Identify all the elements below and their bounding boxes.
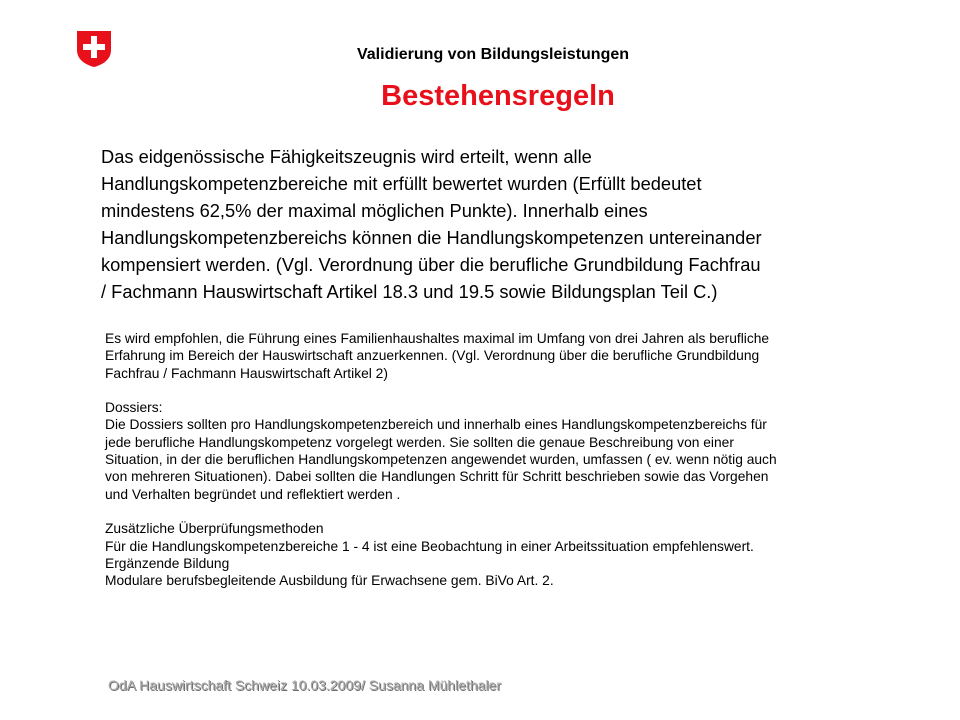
methods-heading: Zusätzliche Überprüfungsmethoden	[105, 521, 324, 537]
footer-text: OdA Hauswirtschaft Schweiz 10.03.2009/ Susanna Mühlethaler	[108, 677, 502, 693]
main-paragraph-line: Das eidgenössische Fähigkeitszeugnis wird erteilt, wenn alle	[101, 146, 592, 167]
dossiers-line: Situation, in der die beruflichen Handlungskompetenzen angewendet wurden, umfassen ( ev. wenn nötig auch	[105, 452, 777, 468]
dossiers-line: von mehreren Situationen). Dabei sollten die Handlungen Schritt für Schritt beschrieben sowie das Vorgehen	[105, 469, 769, 485]
main-paragraph-line: / Fachmann Hauswirtschaft Artikel 18.3 und 19.5 sowie Bildungsplan Teil C.)	[101, 281, 718, 302]
methods-line: Für die Handlungskompetenzbereiche 1 - 4 ist eine Beobachtung in einer Arbeitssituation empfehlenswert.	[105, 538, 754, 554]
spacer	[105, 382, 905, 399]
dossiers-line: und Verhalten begründet und reflektiert werden .	[105, 486, 401, 502]
main-paragraph	[101, 143, 901, 305]
main-paragraph-line: mindestens 62,5% der maximal möglichen Punkte). Innerhalb eines	[101, 200, 648, 221]
header-title: Validierung von Bildungsleistungen	[356, 46, 630, 63]
main-paragraph-line: Handlungskompetenzbereichs können die Handlungskompetenzen untereinander	[101, 227, 762, 248]
supplementary-heading: Ergänzende Bildung	[105, 555, 230, 571]
recommendation-line: Es wird empfohlen, die Führung eines Familienhaushaltes maximal im Umfang von drei Jahren als berufliche	[105, 331, 770, 346]
supplementary-line: Modulare berufsbegleitende Ausbildung für Erwachsene gem. BiVo Art. 2.	[105, 573, 554, 589]
main-paragraph-line: kompensiert werden. (Vgl. Verordnung über die berufliche Grundbildung Fachfrau	[101, 254, 761, 275]
main-paragraph-line: Handlungskompetenzbereiche mit erfüllt bewertet wurden (Erfüllt bedeutet	[101, 173, 702, 194]
dossiers-heading: Dossiers:	[105, 400, 163, 416]
dossiers-line: jede berufliche Handlungskompetenz vorgelegt werden. Sie sollten die genaue Beschreibung von einer	[105, 434, 734, 450]
details-block	[105, 330, 905, 589]
recommendation-line: Erfahrung im Bereich der Hauswirtschaft anzuerkennen. (Vgl. Verordnung über die berufliche Grundbildung	[105, 348, 760, 364]
recommendation-line: Fachfrau / Fachmann Hauswirtschaft Artikel 2)	[105, 365, 388, 381]
slide-title: Bestehensregeln	[381, 80, 615, 112]
dossiers-line: Die Dossiers sollten pro Handlungskompetenzbereich und innerhalb eines Handlungskompetenzbereichs für	[105, 417, 767, 433]
spacer	[105, 503, 905, 520]
